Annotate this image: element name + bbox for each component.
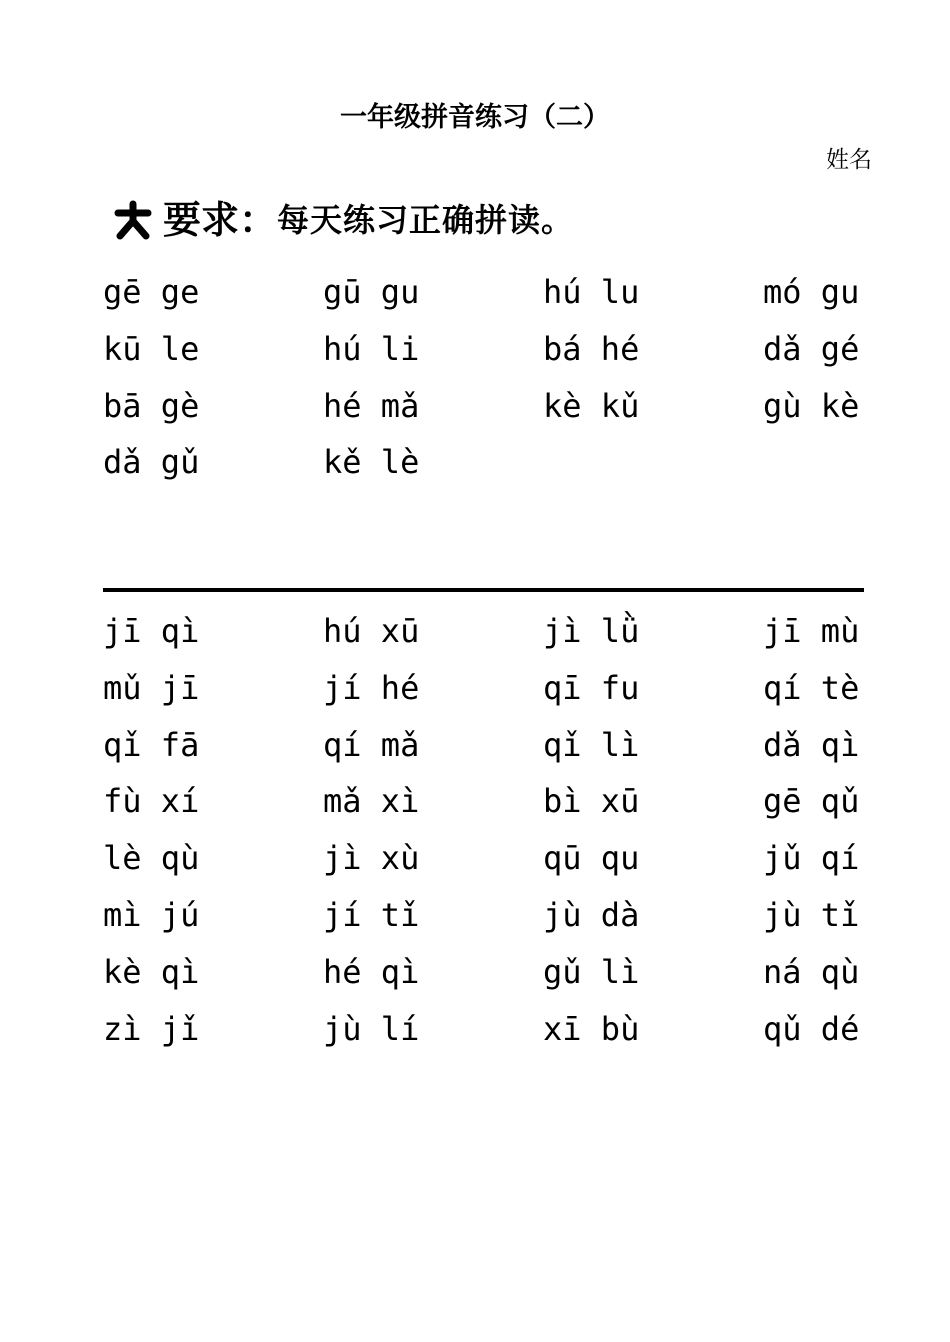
pinyin-word: mǎ xì (323, 782, 420, 821)
pinyin-word: hé mǎ (323, 386, 420, 425)
pinyin-word: qǐ fā (103, 725, 200, 764)
pinyin-word: jù dà (543, 895, 640, 934)
requirement-text: 每天练习正确拼读。 (277, 201, 575, 239)
pinyin-word: jì xù (323, 839, 420, 878)
pinyin-word: hú lu (543, 273, 640, 311)
pinyin-word: bá hé (543, 329, 640, 368)
pinyin-word: kè kǔ (543, 386, 640, 425)
pinyin-word: xī bù (543, 1009, 640, 1048)
pinyin-grid-section-1 (103, 264, 883, 491)
pinyin-word: jǔ qí (763, 839, 860, 878)
pinyin-word: qǐ lì (543, 725, 640, 764)
pinyin-word: hé qì (323, 952, 420, 991)
requirement-label: 要求： (163, 198, 278, 242)
pinyin-grid-section-2 (103, 603, 883, 1057)
pinyin-word: gē qǔ (763, 782, 860, 821)
name-label: 姓名 (826, 147, 872, 173)
pinyin-word: bā gè (103, 386, 200, 425)
pinyin-word: jī qì (103, 612, 200, 650)
pinyin-word: ná qù (763, 952, 860, 991)
pinyin-word: dǎ qì (763, 725, 860, 764)
pinyin-word: zì jǐ (103, 1009, 200, 1048)
pinyin-word: jí hé (323, 668, 420, 707)
requirement-line (113, 190, 574, 250)
page-title: 一年级拼音练习（二） (340, 102, 610, 133)
pinyin-word: jī mù (763, 612, 860, 650)
pinyin-word: gǔ lì (543, 952, 640, 991)
pinyin-word: lè qù (103, 839, 200, 878)
pinyin-word: qí mǎ (323, 725, 420, 764)
pinyin-word: hú li (323, 329, 420, 368)
pinyin-word: mì jú (103, 895, 200, 934)
pinyin-word: kè qì (103, 952, 200, 991)
pinyin-word: qū qu (543, 839, 640, 878)
pinyin-word: hú xū (323, 612, 420, 650)
asterisk-star-icon (113, 200, 153, 240)
pinyin-word: jù tǐ (763, 895, 860, 934)
pinyin-word: mó gu (763, 273, 860, 311)
pinyin-word: kě lè (323, 443, 420, 482)
pinyin-word: mǔ jī (103, 668, 200, 707)
pinyin-word: jí tǐ (323, 895, 420, 934)
pinyin-word: fù xí (103, 782, 200, 821)
pinyin-word: gù kè (763, 386, 860, 425)
pinyin-word: jù lí (323, 1009, 420, 1048)
pinyin-word: kū le (103, 329, 200, 368)
pinyin-word: qī fu (543, 668, 640, 707)
pinyin-word: qí tè (763, 668, 860, 707)
pinyin-word: qǔ dé (763, 1009, 860, 1048)
section-divider (103, 588, 864, 592)
pinyin-word: bì xū (543, 782, 640, 821)
pinyin-word: jì lǜ (543, 612, 640, 650)
pinyin-word: gē ge (103, 273, 200, 311)
pinyin-word: dǎ gé (763, 329, 860, 368)
pinyin-word: gū gu (323, 273, 420, 311)
pinyin-word: dǎ gǔ (103, 443, 200, 482)
